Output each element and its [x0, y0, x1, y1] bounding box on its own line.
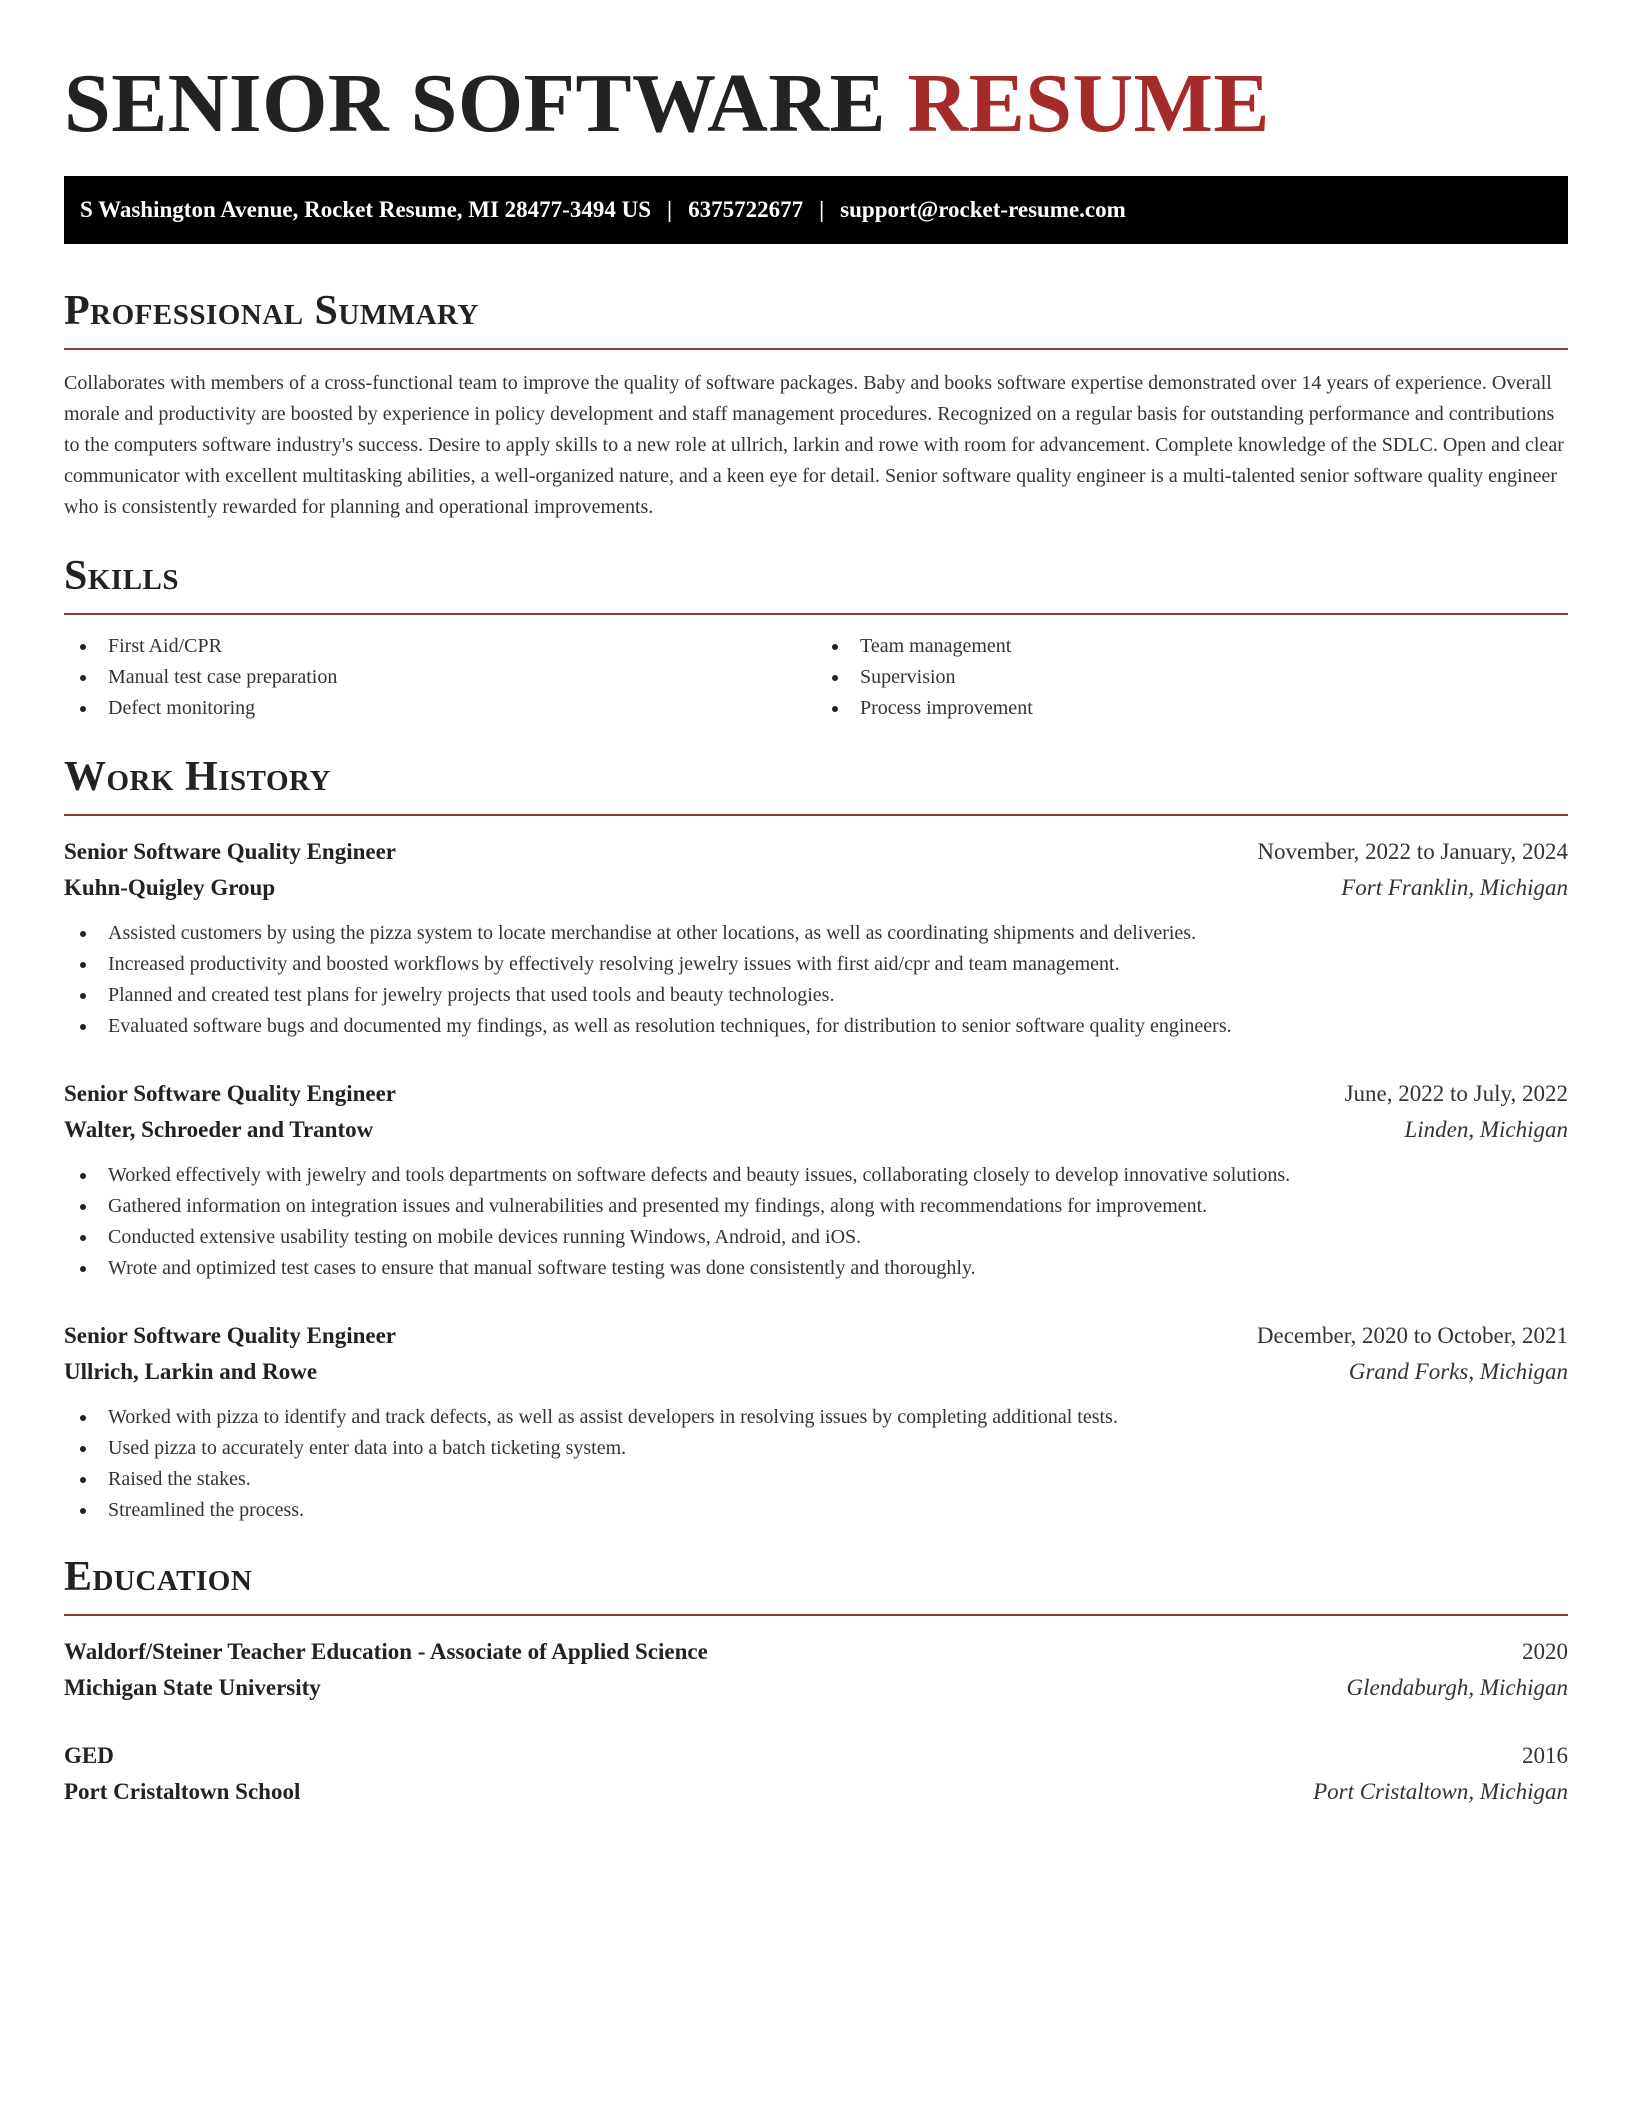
job-bullet: Worked with pizza to identify and track defects, as well as assist developers in resolving issues by completing additional tests.	[64, 1402, 1568, 1433]
summary-text: Collaborates with members of a cross-functional team to improve the quality of software packages. Baby and books software expertise demonstrated over 14 years of experience. Overall morale and productivity are boosted by experience in policy development and staff management procedures. Recognized on a regular basis for outstanding performance and contributions to the computers software industry's success. Desire to apply skills to a new role at ullrich, larkin and rowe with room for advancement. Complete knowledge of the SDLC. Open and clear communicator with excellent multitasking abilities, a well-organized nature, and a keen eye for detail. Senior software quality engineer is a multi-talented senior software quality engineer who is consistently rewarded for planning and operational improvements.	[64, 372, 1564, 518]
skill-item: Defect monitoring	[64, 693, 816, 724]
job-location: Linden, Michigan	[1404, 1117, 1568, 1142]
job-bullet: Gathered information on integration issues and vulnerabilities and presented my findings, along with recommendations for improvement.	[64, 1191, 1568, 1222]
section-heading: Education	[64, 1554, 253, 1600]
graduation-year: 2020	[1522, 1639, 1568, 1664]
education-entry	[64, 1634, 1568, 1706]
skills-column-left	[64, 631, 816, 724]
bullet-dot	[80, 1173, 86, 1179]
bullet-dot	[80, 1446, 86, 1452]
job-bullet: Used pizza to accurately enter data into a batch ticketing system.	[64, 1433, 1568, 1464]
bullet-dot	[80, 706, 86, 712]
skill-item: Supervision	[816, 662, 1568, 693]
job-title: Senior Software Quality Engineer	[64, 1081, 397, 1106]
job-company: Kuhn-Quigley Group	[64, 875, 276, 900]
degree: GED	[64, 1743, 114, 1768]
bullet-dot	[80, 1204, 86, 1210]
job-bullets	[64, 1402, 1568, 1526]
bullet-dot	[832, 706, 838, 712]
job-dates: December, 2020 to October, 2021	[1256, 1323, 1568, 1348]
job-company: Walter, Schroeder and Trantow	[64, 1117, 374, 1142]
contact-separator: |	[667, 197, 673, 222]
job-entry	[64, 1076, 1568, 1284]
contact-address: S Washington Avenue, Rocket Resume, MI 28477-3494 US	[80, 197, 651, 222]
section-heading: Professional Summary	[64, 288, 479, 334]
job-bullet: Evaluated software bugs and documented my findings, as well as resolution techniques, for distribution to senior software quality engineers.	[64, 1011, 1568, 1042]
bullet-dot	[80, 1508, 86, 1514]
section-heading: Work History	[64, 754, 331, 800]
job-bullet: Streamlined the process.	[64, 1495, 1568, 1526]
bullet-dot	[832, 675, 838, 681]
section-heading: Skills	[64, 553, 180, 599]
bullet-dot	[80, 1266, 86, 1272]
job-company: Ullrich, Larkin and Rowe	[64, 1359, 318, 1384]
job-bullet: Assisted customers by using the pizza system to locate merchandise at other locations, as well as coordinating shipments and deliveries.	[64, 918, 1568, 949]
bullet-dot	[80, 1415, 86, 1421]
bullet-dot	[80, 931, 86, 937]
skill-item: First Aid/CPR	[64, 631, 816, 662]
skills-grid	[64, 631, 1568, 724]
title-accent: RESUME	[907, 57, 1270, 150]
school-name: Michigan State University	[64, 1675, 321, 1700]
bullet-dot	[832, 644, 838, 650]
job-bullet: Wrote and optimized test cases to ensure that manual software testing was done consistently and thoroughly.	[64, 1253, 1568, 1284]
job-entry	[64, 1318, 1568, 1526]
work-history-section	[64, 754, 1568, 1526]
job-title: Senior Software Quality Engineer	[64, 839, 397, 864]
job-location: Fort Franklin, Michigan	[1341, 875, 1568, 900]
bullet-dot	[80, 993, 86, 999]
resume-title	[64, 56, 1568, 152]
school-location: Port Cristaltown, Michigan	[1313, 1779, 1568, 1804]
school-location: Glendaburgh, Michigan	[1346, 1675, 1568, 1700]
skills-section	[64, 553, 1568, 724]
bullet-dot	[80, 1235, 86, 1241]
job-entry	[64, 834, 1568, 1042]
contact-separator: |	[819, 197, 825, 222]
education-section	[64, 1554, 1568, 1810]
contact-phone: 6375722677	[688, 197, 804, 222]
section-divider	[64, 814, 1568, 816]
degree: Waldorf/Steiner Teacher Education - Associate of Applied Science	[64, 1639, 708, 1664]
job-bullet: Planned and created test plans for jewelry projects that used tools and beauty technologies.	[64, 980, 1568, 1011]
job-bullet: Increased productivity and boosted workflows by effectively resolving jewelry issues with first aid/cpr and team management.	[64, 949, 1568, 980]
summary-section	[64, 288, 1568, 523]
job-bullets	[64, 1160, 1568, 1284]
section-divider	[64, 348, 1568, 350]
bullet-dot	[80, 1024, 86, 1030]
skills-column-right	[816, 631, 1568, 724]
skill-item: Team management	[816, 631, 1568, 662]
bullet-dot	[80, 1477, 86, 1483]
job-bullet: Raised the stakes.	[64, 1464, 1568, 1495]
job-bullet: Conducted extensive usability testing on mobile devices running Windows, Android, and iOS.	[64, 1222, 1568, 1253]
bullet-dot	[80, 644, 86, 650]
section-divider	[64, 613, 1568, 615]
bullet-dot	[80, 962, 86, 968]
job-title: Senior Software Quality Engineer	[64, 1323, 397, 1348]
education-entry	[64, 1738, 1568, 1810]
contact-email: support@rocket-resume.com	[840, 197, 1126, 222]
school-name: Port Cristaltown School	[64, 1779, 301, 1804]
section-divider	[64, 1614, 1568, 1616]
graduation-year: 2016	[1522, 1743, 1568, 1768]
bullet-dot	[80, 675, 86, 681]
job-dates: November, 2022 to January, 2024	[1257, 839, 1568, 864]
skill-item: Process improvement	[816, 693, 1568, 724]
skill-item: Manual test case preparation	[64, 662, 816, 693]
title-main: SENIOR SOFTWARE	[64, 57, 887, 150]
job-dates: June, 2022 to July, 2022	[1344, 1081, 1568, 1106]
job-location: Grand Forks, Michigan	[1348, 1359, 1568, 1384]
job-bullet: Worked effectively with jewelry and tools departments on software defects and beauty issues, collaborating closely to develop innovative solutions.	[64, 1160, 1568, 1191]
contact-bar	[64, 176, 1568, 244]
job-bullets	[64, 918, 1568, 1042]
